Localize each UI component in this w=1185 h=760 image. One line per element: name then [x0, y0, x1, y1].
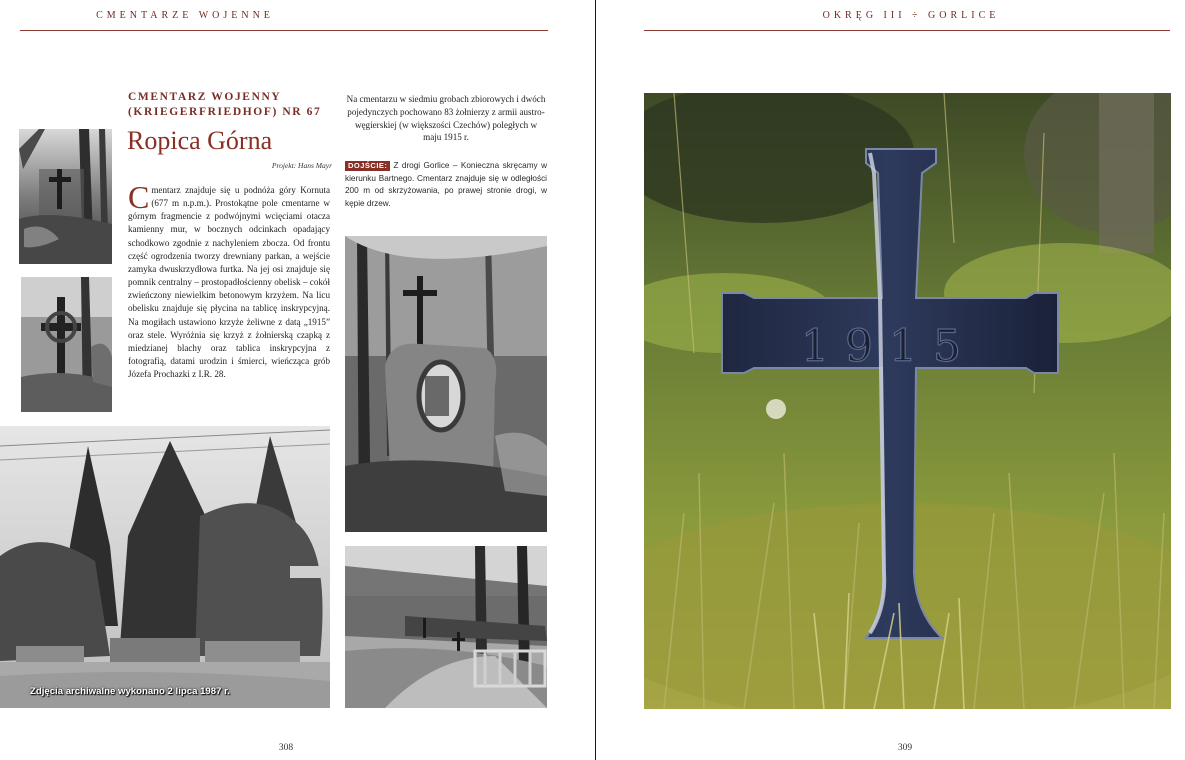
photo-iron-cross-1915: [644, 93, 1171, 709]
page-title: Ropica Górna: [127, 126, 273, 155]
cross-inscription: 1915: [801, 321, 977, 372]
photo-caption: Zdjęcia archiwalne wykonano 2 lipca 1987 r.: [30, 686, 230, 697]
archival-photo-cemetery-trees: [0, 426, 330, 708]
cemetery-subhead: [128, 90, 338, 120]
body-text: [128, 179, 330, 381]
running-head-left: CMENTARZE WOJENNE: [96, 10, 274, 21]
archival-photo-cross-wreath: [21, 277, 112, 412]
page-number-right: 309: [897, 743, 913, 753]
header-rule-left: [20, 30, 548, 31]
archival-photo-forest-path: [345, 546, 547, 708]
header-rule-right: [644, 30, 1170, 31]
access-label: DOJŚCIE:: [345, 161, 390, 171]
archival-photo-plaque: [345, 236, 547, 532]
project-byline: Projekt: Hans Mayr: [271, 161, 332, 170]
drop-cap: C: [128, 179, 150, 215]
right-page: [596, 0, 1185, 760]
page-number-left: 308: [278, 743, 294, 753]
archival-photo-cross-trees: [19, 129, 112, 264]
body-paragraph: mentarz znajduje się u podnóża góry Kornuta (677 m n.p.m.). Prostokątne pole cmentarne w górnym fragmencie z podwójnymi wcięciami otacza kamienny mur, w bocznych odcinkach opadający schodkowo zgodnie z nachyleniem zbocza. Od frontu część ogrodzenia tworzy drewniany parkan, a wejście zamyka dwuskrzydłowa furtka. Na jej osi znajduje się pomnik centralny – prostopadłościenny obelisk – cokół zwieńczony niewielkim betonowym krzyżem. Na licu obelisku znajduje się płycina na tablicę inskrypcyjną. Na mogiłach ustawiono krzyże żeliwne z datą „1915” oraz stele. Wyróżnia się krzyż z żołnierską czapką z miedzianej blachy oraz tablica inskrypcyjna z fotografią, datami urodzin i śmierci, wieńcząca grób Józefa Prochazki z I.R. 28.: [128, 185, 330, 380]
burial-info-text: Na cmentarzu w siedmiu grobach zbiorowych i dwóch pojedynczych pochowano 83 żołnierzy z armii austro-węgierskiej (w większości Czechów) poległych w maju 1915 r.: [346, 94, 546, 143]
access-directions: [345, 160, 547, 210]
subhead-line-1: CMENTARZ WOJENNY: [128, 91, 282, 103]
running-head-right: OKRĘG III ÷ GORLICE: [822, 10, 1000, 21]
subhead-line-2: (KRIEGERFRIEDHOF) NR 67: [128, 106, 322, 118]
access-text: Z drogi Gorlice – Konieczna skręcamy w kierunku Bartnego. Cmentarz znajduje się w odległości 200 m od skrzyżowania, po prawej stronie drogi, w kępie drzew.: [345, 161, 547, 208]
